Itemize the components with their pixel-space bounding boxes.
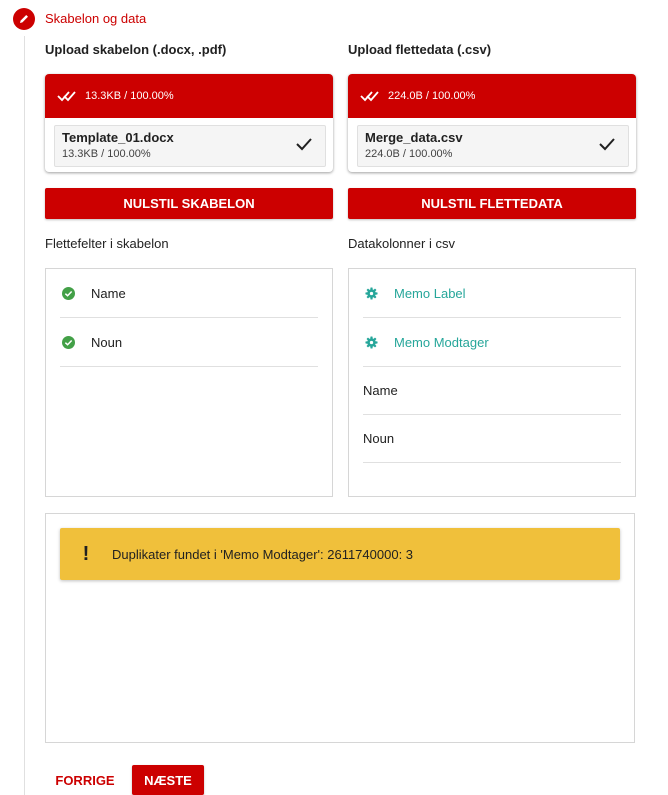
previous-button[interactable]: FORRIGE [55, 772, 115, 788]
template-field-item [60, 318, 318, 367]
template-file-name: Template_01.docx [62, 130, 174, 145]
csv-column-label: Noun [363, 430, 395, 446]
duplicate-warning-text: Duplikater fundet i 'Memo Modtager': 2611740000: 3 [112, 546, 414, 562]
csv-column-label: Memo Modtager [394, 334, 489, 350]
template-file-meta: 13.3KB / 100.00% [62, 148, 151, 160]
mergedata-file-meta: 224.0B / 100.00% [365, 148, 453, 160]
mergedata-file-name: Merge_data.csv [365, 130, 463, 145]
template-fields-list [45, 268, 333, 497]
mergedata-upload-card [348, 74, 636, 172]
check-circle-icon [62, 336, 84, 349]
exclamation-icon: ! [82, 542, 90, 565]
template-fields-heading: Flettefelter i skabelon [45, 236, 169, 251]
csv-column-item [363, 269, 621, 318]
next-button[interactable]: NÆSTE [132, 765, 204, 795]
template-field-label: Name [91, 285, 126, 301]
template-upload-status: 13.3KB / 100.00% [85, 90, 174, 102]
csv-columns-heading: Datakolonner i csv [348, 236, 455, 251]
mergedata-upload-status: 224.0B / 100.00% [388, 90, 476, 102]
gear-icon [365, 336, 387, 349]
csv-columns-list [348, 268, 636, 497]
template-field-label: Noun [91, 334, 123, 350]
template-upload-status-bar [45, 74, 333, 118]
mergedata-upload-heading: Upload flettedata (.csv) [348, 42, 492, 57]
csv-column-item [363, 366, 621, 415]
double-check-icon [360, 90, 388, 102]
mergedata-file-row [357, 125, 629, 167]
reset-template-button[interactable]: NULSTIL SKABELON [45, 188, 333, 219]
check-circle-icon [62, 287, 84, 300]
step-edit-indicator [13, 8, 35, 30]
csv-column-item [363, 318, 621, 367]
template-upload-card [45, 74, 333, 172]
gear-icon [365, 287, 387, 300]
template-field-item [60, 269, 318, 318]
template-file-row [54, 125, 326, 167]
reset-mergedata-button[interactable]: NULSTIL FLETTEDATA [348, 188, 636, 219]
validation-panel [45, 513, 635, 743]
double-check-icon [57, 90, 85, 102]
csv-column-label: Memo Label [394, 285, 466, 301]
duplicate-warning-banner [60, 528, 620, 580]
check-icon [295, 137, 313, 156]
check-icon [598, 137, 616, 156]
pencil-icon [18, 13, 30, 25]
csv-column-item [363, 414, 621, 463]
template-upload-heading: Upload skabelon (.docx, .pdf) [45, 42, 227, 57]
mergedata-upload-status-bar [348, 74, 636, 118]
stepper-rail [24, 36, 25, 795]
csv-column-label: Name [363, 382, 398, 398]
step-title: Skabelon og data [45, 11, 147, 26]
